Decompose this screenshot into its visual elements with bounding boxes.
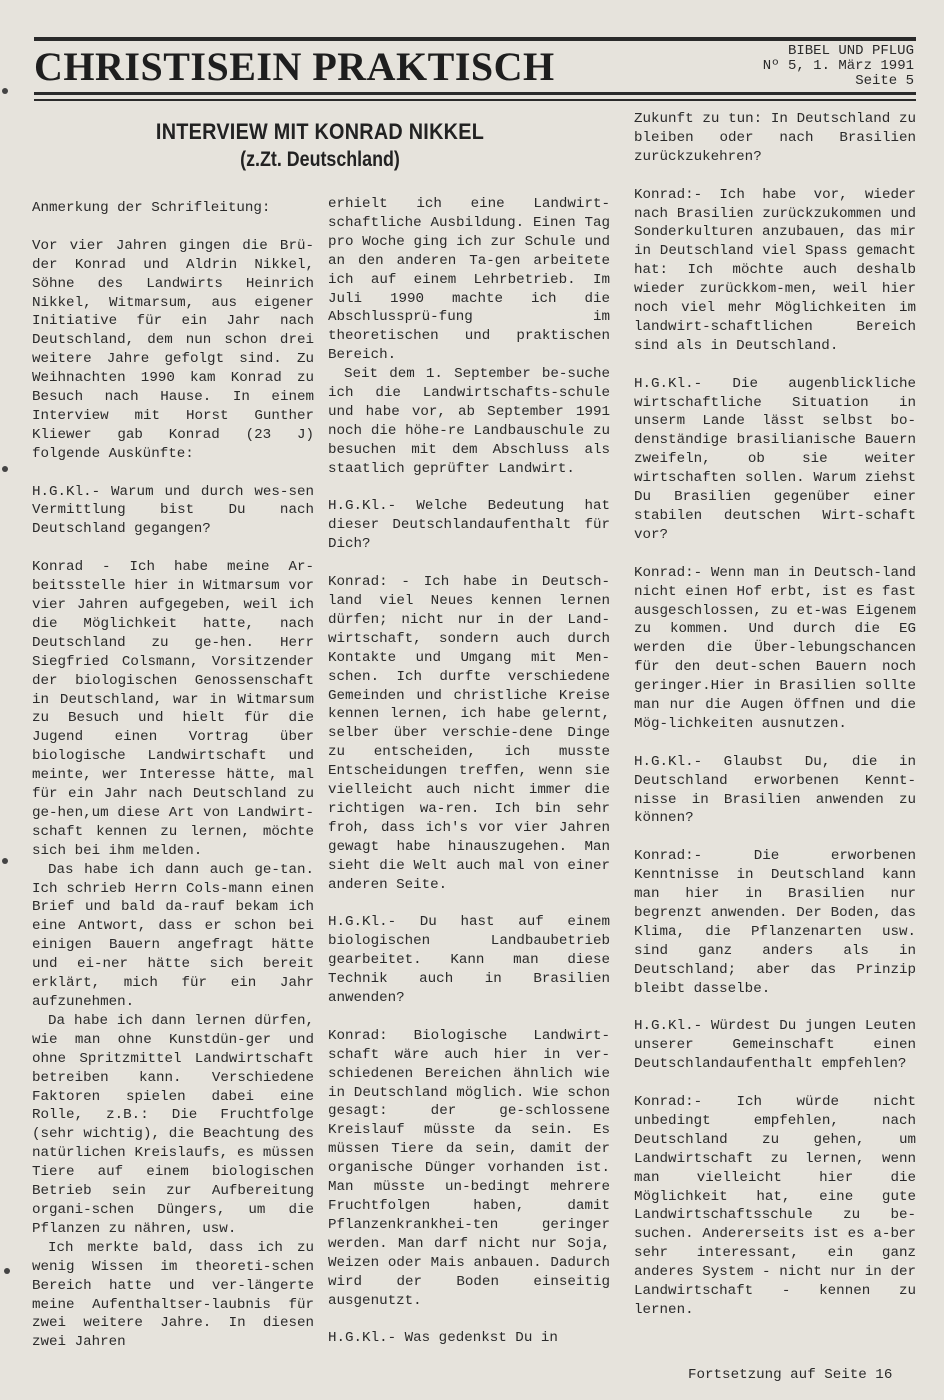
text-column-3 <box>634 110 916 1320</box>
paragraph: Konrad: - Ich habe in Deutsch-land viel Neues kennen lernen dürfen; nicht nur in der Land-wirtschaft, sondern auch durch Kontakte und Umgang mit Men-schen. Ich durfte verschiedene Gemeinden und christliche Kreise kennen lernen, ich habe gelernt, selber über verschie-dene Dinge zu entscheiden, ich musste Entscheidungen treffen, wenn sie vielleicht auch nicht immer die richtigen wa-ren. Ich bin sehr froh, dass ich's vor vier Jahren gewagt habe hinauszugehen. Man sieht die Welt auch mal von einer anderen Seite. <box>328 574 610 893</box>
article-title: INTERVIEW MIT KONRAD NIKKEL <box>155 119 485 144</box>
paragraph: H.G.Kl.- Welche Bedeutung hat dieser Deutschlandaufenthalt für Dich? <box>328 498 610 553</box>
continuation-note: Fortsetzung auf Seite 16 <box>688 1367 893 1383</box>
text-column-1 <box>32 199 314 1352</box>
paragraph: Vor vier Jahren gingen die Brü-der Konrad und Aldrin Nikkel, Söhne des Landwirts Heinrich Nikkel, Witmarsum, aus eigener Initiative für ein Jahr nach Deutschland, dem nun schon drei weitere Jahre gefolgt sind. Zu Weihnachten 1990 kam Konrad zu Besuch nach Hause. In einem Interview mit Horst Gunther Kliewer gab Konrad (23 J) folgende Auskünfte: <box>32 237 314 462</box>
paragraph: erhielt ich eine Landwirt-schaftliche Ausbildung. Einen Tag pro Woche ging ich zur Schule und an den anderen Ta-gen arbeitete ich auf einem Lehrbetrieb. Im Juli 1990 machte ich die Abschlussprü-fung im theoretischen und praktischen Bereich. <box>328 196 610 364</box>
paragraph: Zukunft zu tun: In Deutschland zu bleiben oder nach Brasilien zurückzukehren? <box>634 111 916 165</box>
paragraph: Konrad:- Ich habe vor, wieder nach Brasilien zurückzukommen und Sonderkulturen anzubauen, das mir in Deutschland viel Spass gemacht hat: Ich möchte auch deshalb wieder zurückkom-men, weil hier noch viel mehr Möglichkeiten im landwirt-schaftlichen Bereich sind als in Deutschland. <box>634 186 916 354</box>
article-subtitle: (z.Zt. Deutschland) <box>240 148 400 171</box>
paragraph: Konrad - Ich habe meine Ar-beitsstelle hier in Witmarsum vor vier Jahren aufgegeben, weil ich die Möglichkeit hatte, nach Deutschland zu ge-hen. Herr Siegfried Colsmann, Vorsitzender der biologischen Genossenschaft in Deutschland, war in Witmarsum zu Besuch und hielt für die Jugend einen Vortrag über biologische Landwirtschaft und meinte, wer Interesse hätte, mal für ein Jahr nach Deutschland zu ge-hen,um diese Art von Landwirt-schaft kennen zu lernen, möchte sich bei ihm melden. <box>32 559 314 859</box>
paragraph-gap <box>634 828 916 847</box>
paragraph: Ich merkte bald, dass ich zu wenig Wissen im theoreti-schen Bereich hatte und ver-längerte meine Aufenthaltser-laubnis für zwei weitere Jahre. In diesen zwei Jahren <box>32 1239 314 1351</box>
paragraph: Da habe ich dann lernen dürfen, wie man ohne Kunstdün-ger und ohne Spritzmittel Landwirtschaft betreiben kann. Verschiedene Faktoren spielen dabei eine Rolle, z.B.: Die Fruchtfolge (sehr wichtig), die Beachtung des natürlichen Kreislaufs, es müssen Tiere auf einem biologischen Betrieb sein zur Aufbereitung organi-schen Düngers, um die Pflanzen zu nähren, usw. <box>32 1012 314 1237</box>
paragraph: H.G.Kl.- Würdest Du jungen Leuten unserer Gemeinschaft einen Deutschlandaufenthalt empfehlen? <box>634 1018 916 1073</box>
paragraph-gap <box>634 356 916 375</box>
paragraph: H.G.Kl.- Glaubst Du, die in Deutschland erworbenen Kennt-nisse in Brasilien anwenden zu können? <box>634 753 916 827</box>
paragraph-gap <box>634 545 916 564</box>
paragraph: Konrad:- Wenn man in Deutsch-land nicht einen Hof erbt, ist es fast ausgeschlossen, zu et-was Eigenem zu kommen. Und durch die EG werden die Über-lebungschancen für den deut-schen Bauern noch geringer.Hier in Brasilien sollte man nur die Augen öffnen und die Mög-lichkeiten ausnutzen. <box>634 564 916 732</box>
paragraph: Anmerkung der Schrifleitung: <box>32 200 271 216</box>
paragraph-gap <box>634 734 916 753</box>
text-column-2 <box>328 195 610 1348</box>
paragraph-gap <box>328 1008 610 1027</box>
paragraph: H.G.Kl.- Warum und durch wes-sen Vermittlung bist Du nach Deutschland gegangen? <box>32 483 314 538</box>
masthead-bottom-rule <box>34 92 916 95</box>
scan-speck <box>2 858 8 864</box>
scan-speck <box>2 466 8 472</box>
masthead-title: CHRISTISEIN PRAKTISCH <box>34 44 555 89</box>
paragraph-gap <box>328 554 610 573</box>
paragraph: Seit dem 1. September be-suche ich die Landwirtschafts-schule und habe vor, ab September 1991 noch die höhe-re Landbauschule zu besuchen mit dem Abschluss als staatlich geprüfter Landwirt. <box>328 366 610 477</box>
issue-info <box>714 44 914 89</box>
paragraph: H.G.Kl.- Du hast auf einem biologischen Landbaubetrieb gearbeitet. Kann man diese Technik auch in Brasilien anwenden? <box>328 914 610 1007</box>
page-number: Seite 5 <box>855 73 914 89</box>
publication-name: BIBEL UND PFLUG <box>787 43 914 59</box>
paragraph-gap <box>32 464 314 483</box>
paragraph-gap <box>32 218 314 237</box>
paragraph-gap <box>32 539 314 558</box>
paragraph: H.G.Kl.- Was gedenkst Du in <box>328 1330 558 1347</box>
paragraph-gap <box>634 999 916 1018</box>
paragraph: Konrad:- Die erworbenen Kenntnisse in Deutschland kann man hier in Brasilien nur begrenzt anwenden. Der Boden, das Klima, die Pflanzenarten usw. sind ganz anders als in Deutschland; aber das Prinzip bleibt dasselbe. <box>634 848 916 997</box>
masthead-top-rule <box>34 37 916 41</box>
paragraph-gap <box>328 895 610 914</box>
paragraph: Konrad: Biologische Landwirt-schaft wäre auch hier in ver-schiedenen Bereichen ähnlich wie in Deutschland möglich. Wie schon gesagt: der ge-schlossene Kreislauf müsste da sein. Es müssen Tiere da sein, damit der organische Dünger vorhanden ist. Man müsste un-bedingt mehrere Fruchtfolgen haben, damit Pflanzenkrankhei-ten geringer werden. Man darf nicht nur Soja, Weizen oder Mais anbauen. Dadurch wird der Boden einseitig ausgenutzt. <box>328 1027 610 1309</box>
paragraph-gap <box>634 1074 916 1093</box>
paragraph-gap <box>328 479 610 498</box>
scan-speck <box>2 88 8 94</box>
paragraph-gap <box>328 1310 610 1329</box>
masthead-bottom-rule-thin <box>34 99 916 101</box>
article-heading <box>120 118 520 174</box>
paragraph: Konrad:- Ich würde nicht unbedingt empfehlen, nach Deutschland zu gehen, um Landwirtschaft zu lernen, wenn man vielleicht hier die Möglichkeit hat, eine gute Landwirtschaftsschule zu be-suchen. Andererseits ist es a-ber sehr interessant, ein ganz anderes System - nicht nur in der Landwirtschaft - kennen zu lernen. <box>634 1094 916 1318</box>
paragraph-gap <box>634 167 916 186</box>
issue-date: Nº 5, 1. März 1991 <box>762 58 914 74</box>
paragraph: Das habe ich dann auch ge-tan. Ich schrieb Herrn Cols-mann einen Brief und bald da-rauf bekam ich eine Antwort, dass er schon bei einigen Bauern angefragt hätte und ei-ner hätte sich bereit erklärt, mich für ein Jahr aufzunehmen. <box>32 861 314 1011</box>
paragraph: H.G.Kl.- Die augenblickliche wirtschaftliche Situation in unserm Lande lässt selbst bo-denständige brasilianische Bauern zweifeln, ob sie weiter wirtschaften sollen. Warum ziehst Du Brasilien gegenüber einer stabilen deutschen Wirt-schaft vor? <box>634 375 916 543</box>
scan-speck <box>4 1268 10 1274</box>
